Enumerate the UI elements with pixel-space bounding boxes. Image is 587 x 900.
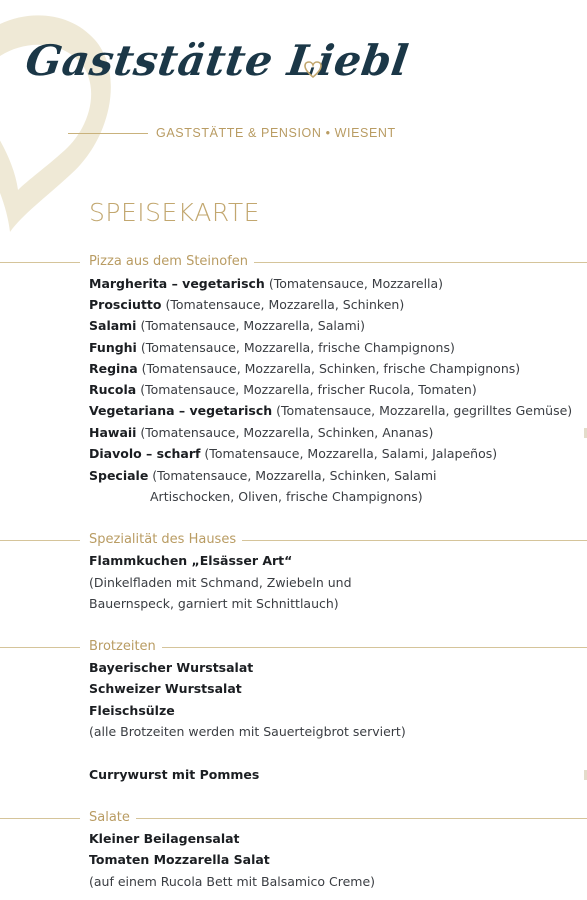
- section-rule-left: [0, 262, 80, 263]
- item-desc: (Tomatensauce, Mozzarella, Schinken, frische Champignons): [137, 361, 521, 376]
- menu-item: [89, 425, 433, 441]
- menu-item-flammkuchen: Flammkuchen „Elsässer Art“: [89, 553, 293, 568]
- logo-tagline: GASTSTÄTTE & PENSION • WIESENT: [156, 126, 396, 140]
- item-name: Speciale: [89, 468, 149, 483]
- item-name: Margherita – vegetarisch: [89, 276, 265, 291]
- section-rule-right: [160, 647, 587, 648]
- item-name: Vegetariana – vegetarisch: [89, 403, 273, 418]
- menu-item: [89, 276, 443, 292]
- item-name: Funghi: [89, 340, 137, 355]
- section-rule-left: [0, 647, 80, 648]
- item-desc: (Tomatensauce, Mozzarella, Schinken, Salami: [148, 468, 437, 483]
- section-rule-right: [236, 540, 587, 541]
- menu-item: Tomaten Mozzarella Salat: [89, 852, 270, 867]
- menu-item-currywurst: Currywurst mit Pommes: [89, 767, 260, 782]
- section-header-brotzeiten: [0, 639, 587, 655]
- menu-item: Schweizer Wurstsalat: [89, 681, 242, 696]
- menu-item: [89, 468, 436, 484]
- item-name: Diavolo – scharf: [89, 446, 201, 461]
- item-desc: Bauernspeck, garniert mit Schnittlauch): [89, 596, 339, 611]
- item-desc: (Tomatensauce, Mozzarella, frische Champignons): [136, 340, 455, 355]
- section-label-spezial: Spezialität des Hauses: [89, 532, 242, 547]
- item-desc: (Tomatensauce, Mozzarella, Schinken, Ananas): [136, 425, 434, 440]
- menu-item: [89, 382, 477, 398]
- tagline-divider: [68, 133, 148, 134]
- logo-wordmark: Gaststätte Liebl: [22, 36, 412, 85]
- item-name: Regina: [89, 361, 138, 376]
- item-desc-continuation: Artischocken, Oliven, frische Champignons): [150, 489, 423, 504]
- logo-heart-icon: [303, 60, 323, 80]
- section-note: (auf einem Rucola Bett mit Balsamico Creme): [89, 874, 376, 889]
- section-header-salate: [0, 810, 587, 826]
- item-desc: (Dinkelfladen mit Schmand, Zwiebeln und: [89, 575, 352, 590]
- section-label-pizza: Pizza aus dem Steinofen: [89, 254, 254, 269]
- section-header-pizza: [0, 254, 587, 270]
- item-desc: (Tomatensauce, Mozzarella): [264, 276, 444, 291]
- menu-item: Fleischsülze: [89, 703, 175, 718]
- item-desc: (Tomatensauce, Mozzarella, frischer Rucola, Tomaten): [136, 382, 477, 397]
- page-title: SPEISEKARTE: [89, 198, 260, 227]
- item-name: Hawaii: [89, 425, 137, 440]
- item-desc: (Tomatensauce, Mozzarella, Salami, Jalapeños): [200, 446, 498, 461]
- item-name: Salami: [89, 318, 137, 333]
- item-name: Rucola: [89, 382, 137, 397]
- menu-item: [89, 446, 497, 462]
- menu-item: [89, 361, 520, 377]
- item-desc: (Tomatensauce, Mozzarella, Salami): [136, 318, 366, 333]
- menu-item: [89, 297, 404, 313]
- section-rule-left: [0, 540, 80, 541]
- item-desc: (Tomatensauce, Mozzarella, gegrilltes Gemüse): [272, 403, 573, 418]
- item-name: Prosciutto: [89, 297, 162, 312]
- section-label-brotzeiten: Brotzeiten: [89, 639, 162, 654]
- section-label-salate: Salate: [89, 810, 136, 825]
- menu-item: Bayerischer Wurstsalat: [89, 660, 254, 675]
- section-rule-right: [245, 262, 587, 263]
- menu-item: Kleiner Beilagensalat: [89, 831, 240, 846]
- item-desc: (Tomatensauce, Mozzarella, Schinken): [161, 297, 405, 312]
- section-rule-left: [0, 818, 80, 819]
- section-header-spezial: [0, 532, 587, 548]
- section-rule-right: [136, 818, 587, 819]
- menu-item: [89, 403, 572, 419]
- menu-item: [89, 340, 455, 356]
- menu-item: [89, 318, 365, 334]
- section-note: (alle Brotzeiten werden mit Sauerteigbrot serviert): [89, 724, 406, 739]
